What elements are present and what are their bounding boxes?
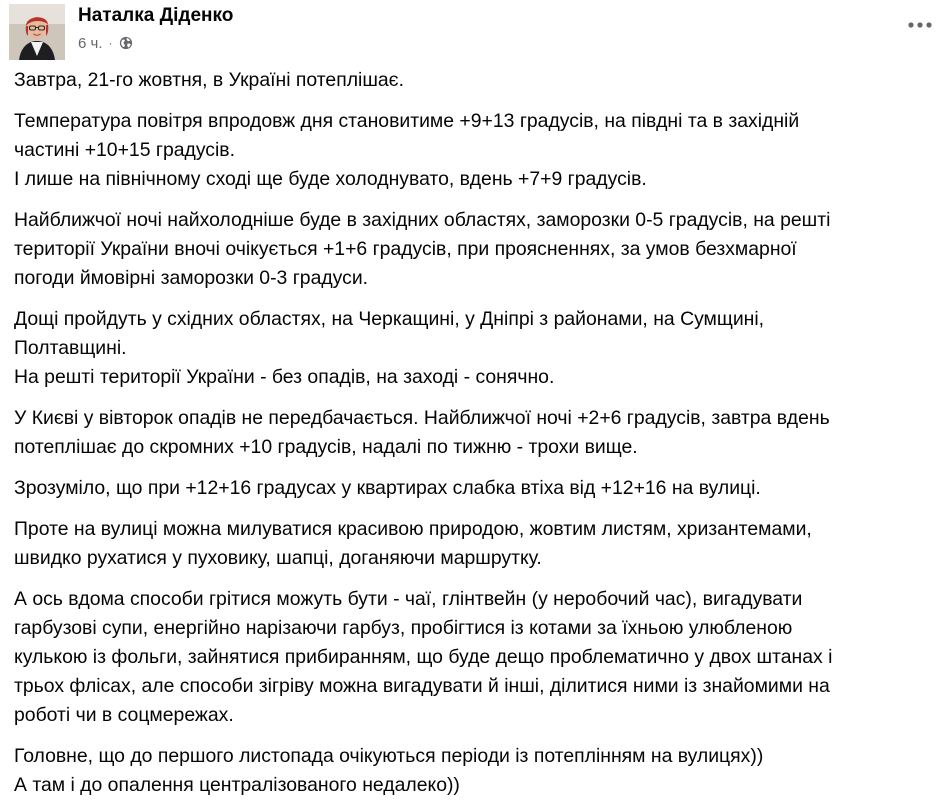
post-text-line: частині +10+15 градусів. — [14, 139, 235, 161]
post-text-line: Проте на вулиці можна милуватися красивою природою, жовтим листям, хризантемами, — [14, 518, 812, 540]
post-text-line: Дощі пройдуть у східних областях, на Черкащині, у Дніпрі з районами, на Сумщині, — [14, 308, 765, 330]
post-text-line: А там і до опалення централізованого недалеко)) — [14, 774, 460, 796]
post-paragraph — [14, 206, 939, 293]
post-text-line: Найближчої ночі найхолодніше буде в західних областях, заморозки 0-5 градусів, на решті — [14, 209, 831, 231]
post-paragraph — [14, 515, 939, 573]
post-paragraph — [14, 585, 939, 730]
post-meta — [78, 33, 133, 53]
post-text-line: На решті території України - без опадів, на заході - сонячно. — [14, 366, 555, 388]
post-text-line: гарбузові супи, енергійно нарізаючи гарбуз, пробігтися із котами за їхньою улюбленою — [14, 617, 793, 639]
post-text-line: У Києві у вівторок опадів не передбачається. Найближчої ночі +2+6 градусів, завтра вдень — [14, 407, 830, 429]
post-text-line: І лише на північному сході ще буде холоднувато, вдень +7+9 градусів. — [14, 168, 647, 190]
globe-icon[interactable] — [119, 36, 133, 50]
post-text-line: Завтра, 21-го жовтня, в Україні потеплішає. — [14, 69, 404, 91]
post-text-line: трьох флісах, але способи зігріву можна вигадувати й інші, ділитися ними із знайомими на — [14, 675, 830, 697]
post-text-line: швидко рухатися у пуховику, шапці, доганяючи маршрутку. — [14, 547, 542, 569]
post-paragraph — [14, 404, 939, 462]
post-text-line: території України вночі очікується +1+6 градусів, при проясненнях, за умов безхмарної — [14, 238, 797, 260]
more-horizontal-icon — [907, 21, 933, 29]
post-text-line: Зрозуміло, що при +12+16 градусах у квартирах слабка втіха від +12+16 на вулиці. — [14, 477, 761, 499]
avatar-photo — [9, 4, 65, 60]
post-paragraph — [14, 742, 939, 800]
post-paragraph — [14, 474, 939, 503]
post-text-line: кулькою із фольги, зайнятися прибиранням, що буде дещо проблематично у двох штанах і — [14, 646, 833, 668]
post-text-line: Головне, що до першого листопада очікуються періоди із потеплінням на вулицях)) — [14, 745, 764, 767]
meta-separator: · — [108, 36, 113, 50]
more-options-button[interactable] — [900, 10, 940, 40]
post-timestamp[interactable]: 6 ч. — [78, 34, 103, 52]
post-paragraph — [14, 305, 939, 392]
avatar[interactable] — [9, 4, 65, 60]
post-text-line: Полтавщині. — [14, 337, 127, 359]
author-name[interactable]: Наталка Діденко — [78, 5, 234, 26]
post-paragraph — [14, 107, 939, 194]
post-text-line: А ось вдома способи грітися можуть бути - чаї, глінтвейн (у неробочий час), вигадувати — [14, 588, 803, 610]
post-body — [14, 66, 939, 812]
post-text-line: потеплішає до скромних +10 градусів, надалі по тижню - трохи вище. — [14, 436, 638, 458]
post-text-line: погоди ймовірні заморозки 0-3 градуси. — [14, 267, 369, 289]
post-text-line: Температура повітря впродовж дня становитиме +9+13 градусів, на півдні та в західній — [14, 110, 800, 132]
post-text-line: роботі чи в соцмережах. — [14, 704, 234, 726]
post-paragraph — [14, 66, 939, 95]
